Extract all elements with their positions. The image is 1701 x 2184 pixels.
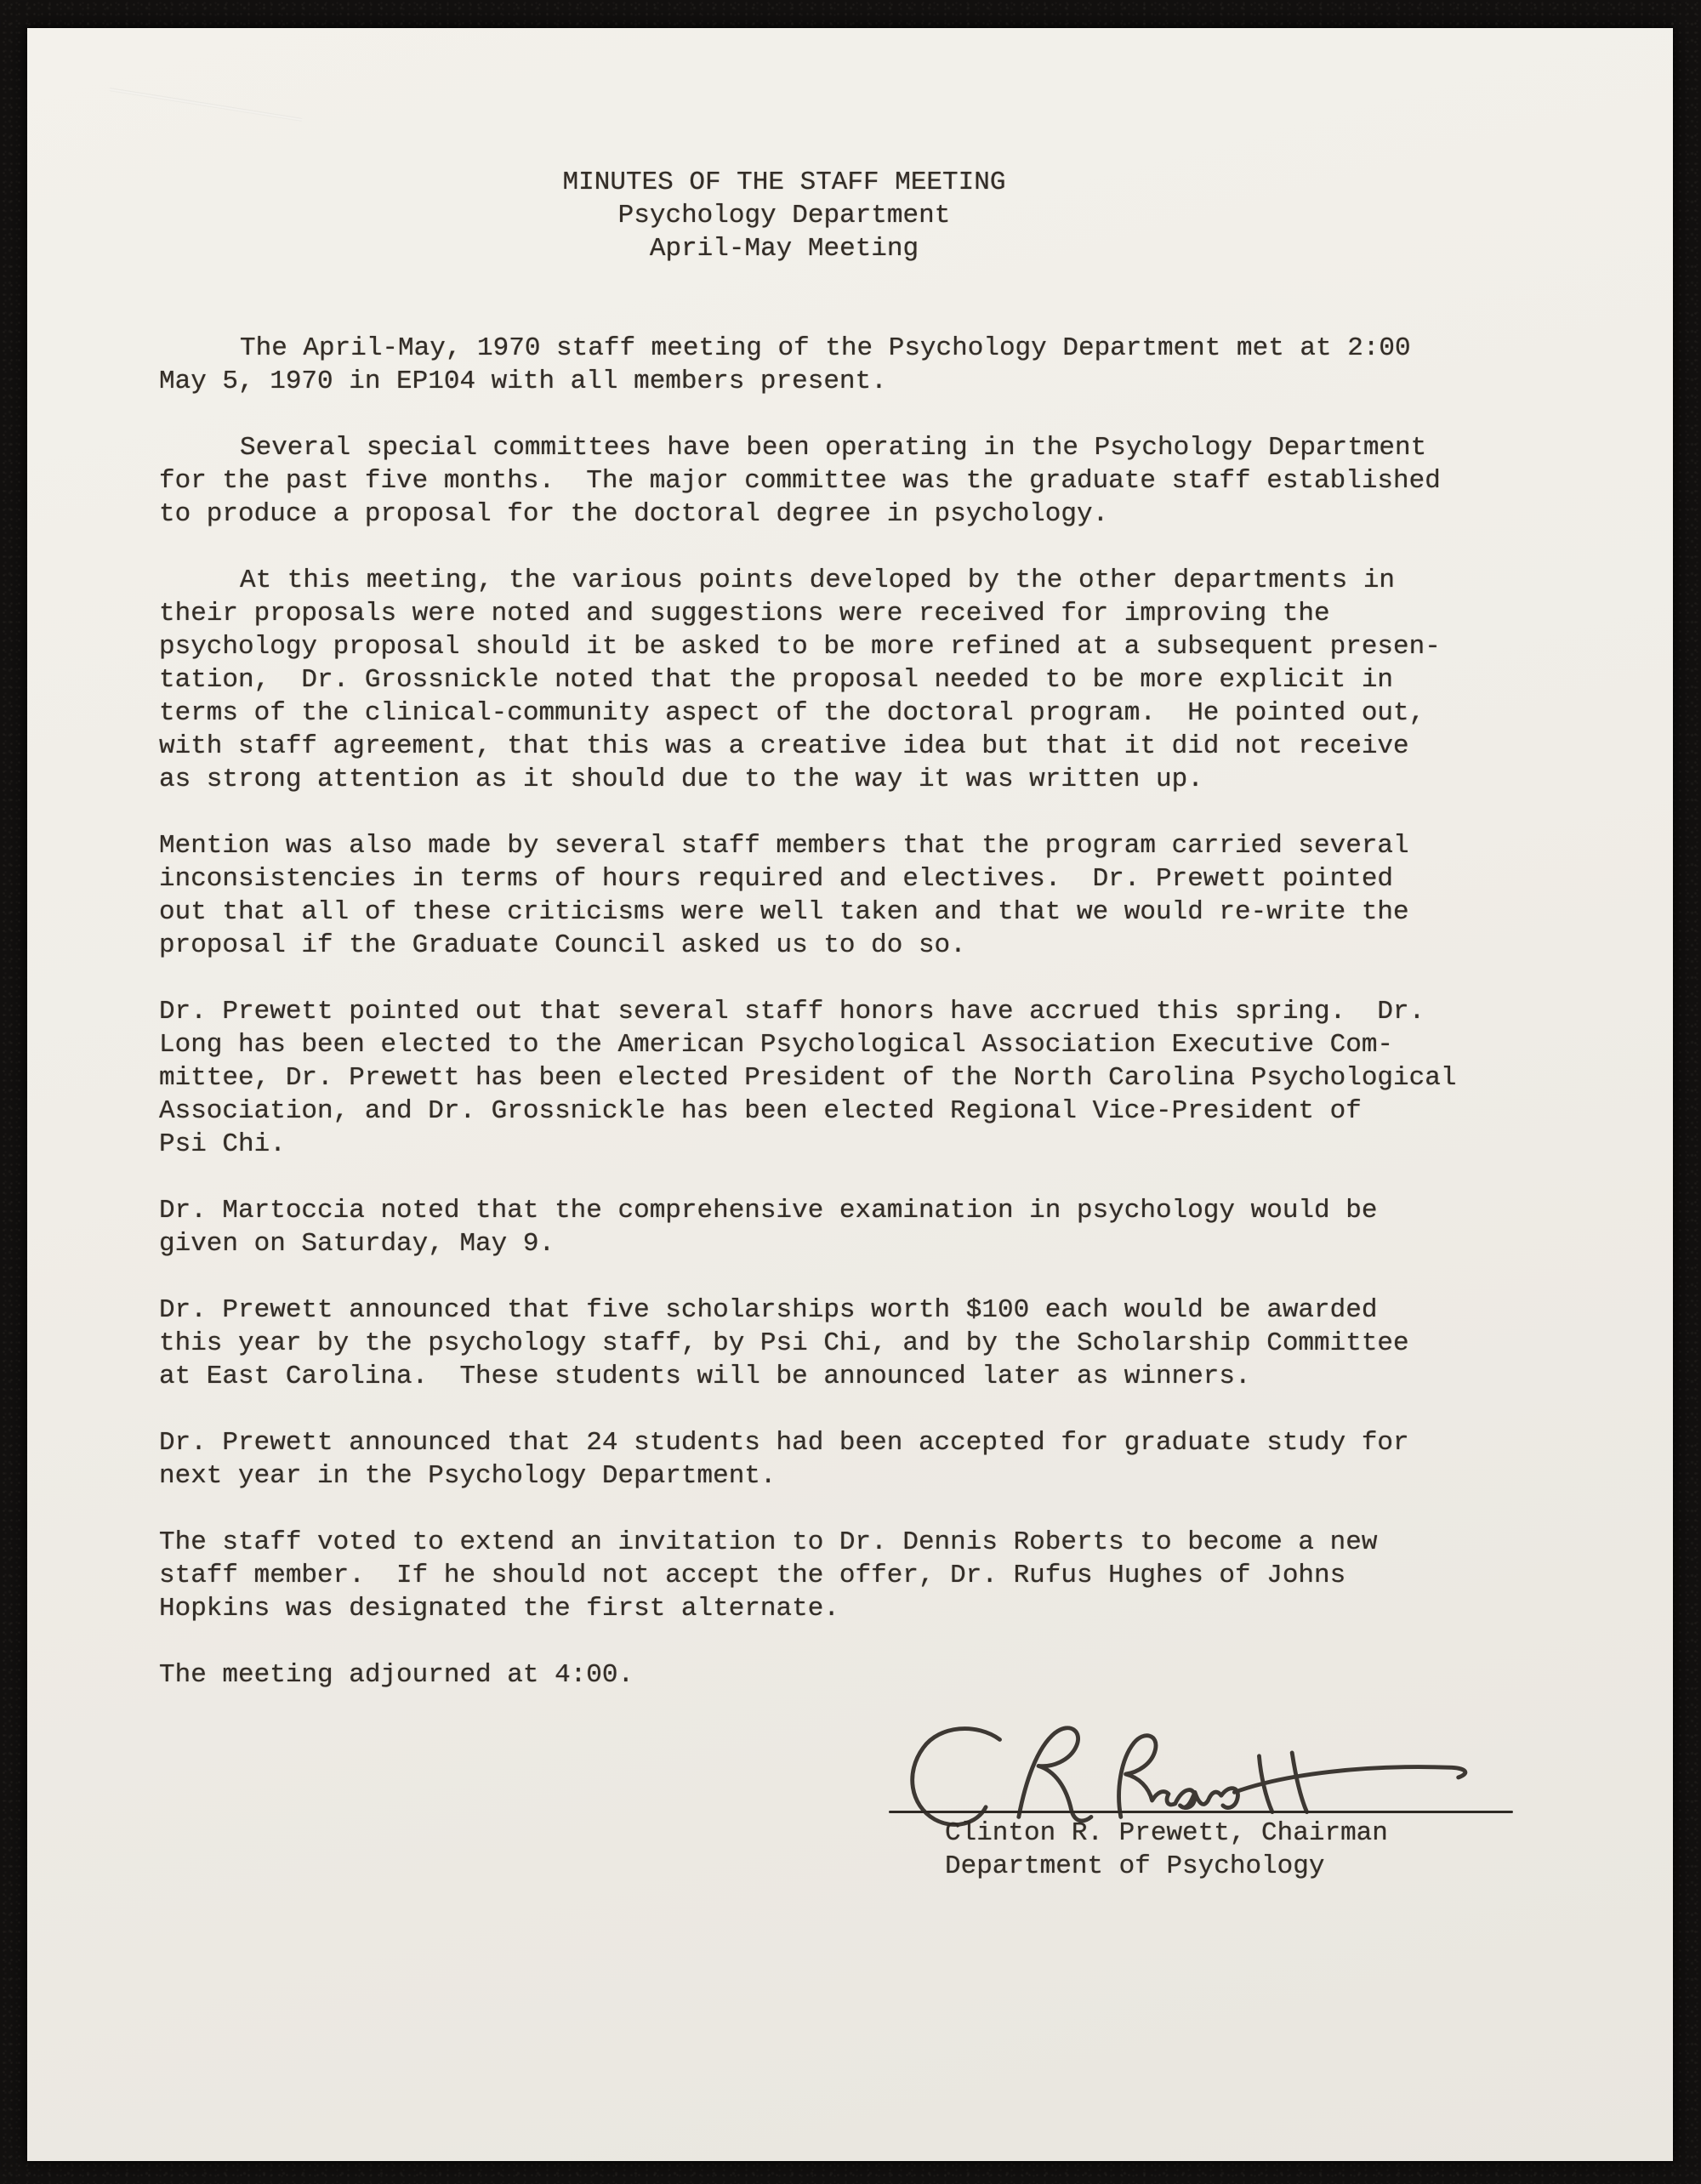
paragraph-line: Long has been elected to the American Psychological Association Executive Com- bbox=[159, 1030, 1394, 1060]
paragraph-line: The April-May, 1970 staff meeting of the Psychology Department met at 2:00 bbox=[240, 333, 1411, 363]
paragraph-line: At this meeting, the various points developed by the other departments in bbox=[240, 566, 1396, 595]
paragraph-line: terms of the clinical-community aspect of the doctoral program. He pointed out, bbox=[159, 698, 1425, 728]
paragraph bbox=[159, 829, 1673, 962]
paragraph bbox=[159, 1294, 1673, 1393]
paragraph-line: psychology proposal should it be asked to be more refined at a subsequent presen- bbox=[159, 632, 1441, 662]
paragraph-line: given on Saturday, May 9. bbox=[159, 1229, 555, 1259]
paragraph-line: at East Carolina. These students will be announced later as winners. bbox=[159, 1362, 1251, 1391]
paragraph-line: with staff agreement, that this was a creative idea but that it did not receive bbox=[159, 731, 1409, 761]
paragraph bbox=[159, 431, 1673, 531]
document-title bbox=[159, 166, 1409, 265]
paragraph-line: Dr. Prewett announced that 24 students had been accepted for graduate study for bbox=[159, 1428, 1409, 1458]
paragraph bbox=[159, 1526, 1673, 1625]
signature-block bbox=[889, 1725, 1513, 1883]
paragraph bbox=[159, 1426, 1673, 1493]
paragraph-line: Several special committees have been operating in the Psychology Department bbox=[240, 433, 1427, 463]
paragraph-line: tation, Dr. Grossnickle noted that the proposal needed to be more explicit in bbox=[159, 665, 1394, 695]
paragraph-line: for the past five months. The major committee was the graduate staff established bbox=[159, 466, 1441, 496]
paragraph-line: May 5, 1970 in EP104 with all members present. bbox=[159, 367, 887, 396]
paragraph-line: out that all of these criticisms were well taken and that we would re-write the bbox=[159, 897, 1409, 927]
paragraph-line: Dr. Prewett announced that five scholarships worth $100 each would be awarded bbox=[159, 1295, 1378, 1325]
paragraph-line: Mention was also made by several staff members that the program carried several bbox=[159, 831, 1409, 861]
title-line-3: April-May Meeting bbox=[649, 234, 919, 264]
signature-script bbox=[904, 1725, 1482, 1828]
paragraph bbox=[159, 1658, 1673, 1692]
paragraph-line: as strong attention as it should due to the way it was written up. bbox=[159, 765, 1203, 794]
paragraph-line: their proposals were noted and suggestions were received for improving the bbox=[159, 599, 1330, 628]
paragraph bbox=[159, 332, 1673, 398]
paragraph-line: Dr. Prewett pointed out that several staff honors have accrued this spring. Dr. bbox=[159, 997, 1425, 1027]
title-line-1: MINUTES OF THE STAFF MEETING bbox=[562, 168, 1006, 197]
paragraph-line: staff member. If he should not accept the offer, Dr. Rufus Hughes of Johns bbox=[159, 1561, 1346, 1590]
paragraph-line: mittee, Dr. Prewett has been elected President of the North Carolina Psychological bbox=[159, 1063, 1457, 1093]
paragraph bbox=[159, 995, 1673, 1161]
paragraph-line: this year by the psychology staff, by Psi Chi, and by the Scholarship Committee bbox=[159, 1328, 1409, 1358]
paragraph-line: Dr. Martoccia noted that the comprehensive examination in psychology would be bbox=[159, 1196, 1378, 1226]
paragraph-line: proposal if the Graduate Council asked us to do so. bbox=[159, 930, 966, 960]
title-line-2: Psychology Department bbox=[617, 201, 951, 230]
paragraph-line: Hopkins was designated the first alternate. bbox=[159, 1594, 839, 1624]
paragraph-line: The meeting adjourned at 4:00. bbox=[159, 1660, 634, 1690]
paragraph-line: inconsistencies in terms of hours required and electives. Dr. Prewett pointed bbox=[159, 864, 1394, 894]
paragraph-list bbox=[159, 332, 1673, 1692]
paragraph bbox=[159, 1194, 1673, 1260]
document-page bbox=[27, 28, 1673, 2161]
paper-crease bbox=[109, 88, 303, 122]
signature-name: Clinton R. Prewett, Chairman bbox=[945, 1818, 1388, 1848]
paragraph-line: Psi Chi. bbox=[159, 1129, 286, 1159]
paragraph bbox=[159, 564, 1673, 796]
paragraph-line: to produce a proposal for the doctoral degree in psychology. bbox=[159, 499, 1109, 529]
paragraph-line: Association, and Dr. Grossnickle has been elected Regional Vice-President of bbox=[159, 1096, 1362, 1126]
paragraph-line: The staff voted to extend an invitation to Dr. Dennis Roberts to become a new bbox=[159, 1527, 1378, 1557]
paragraph-line: next year in the Psychology Department. bbox=[159, 1461, 777, 1491]
signature-dept: Department of Psychology bbox=[945, 1851, 1325, 1881]
